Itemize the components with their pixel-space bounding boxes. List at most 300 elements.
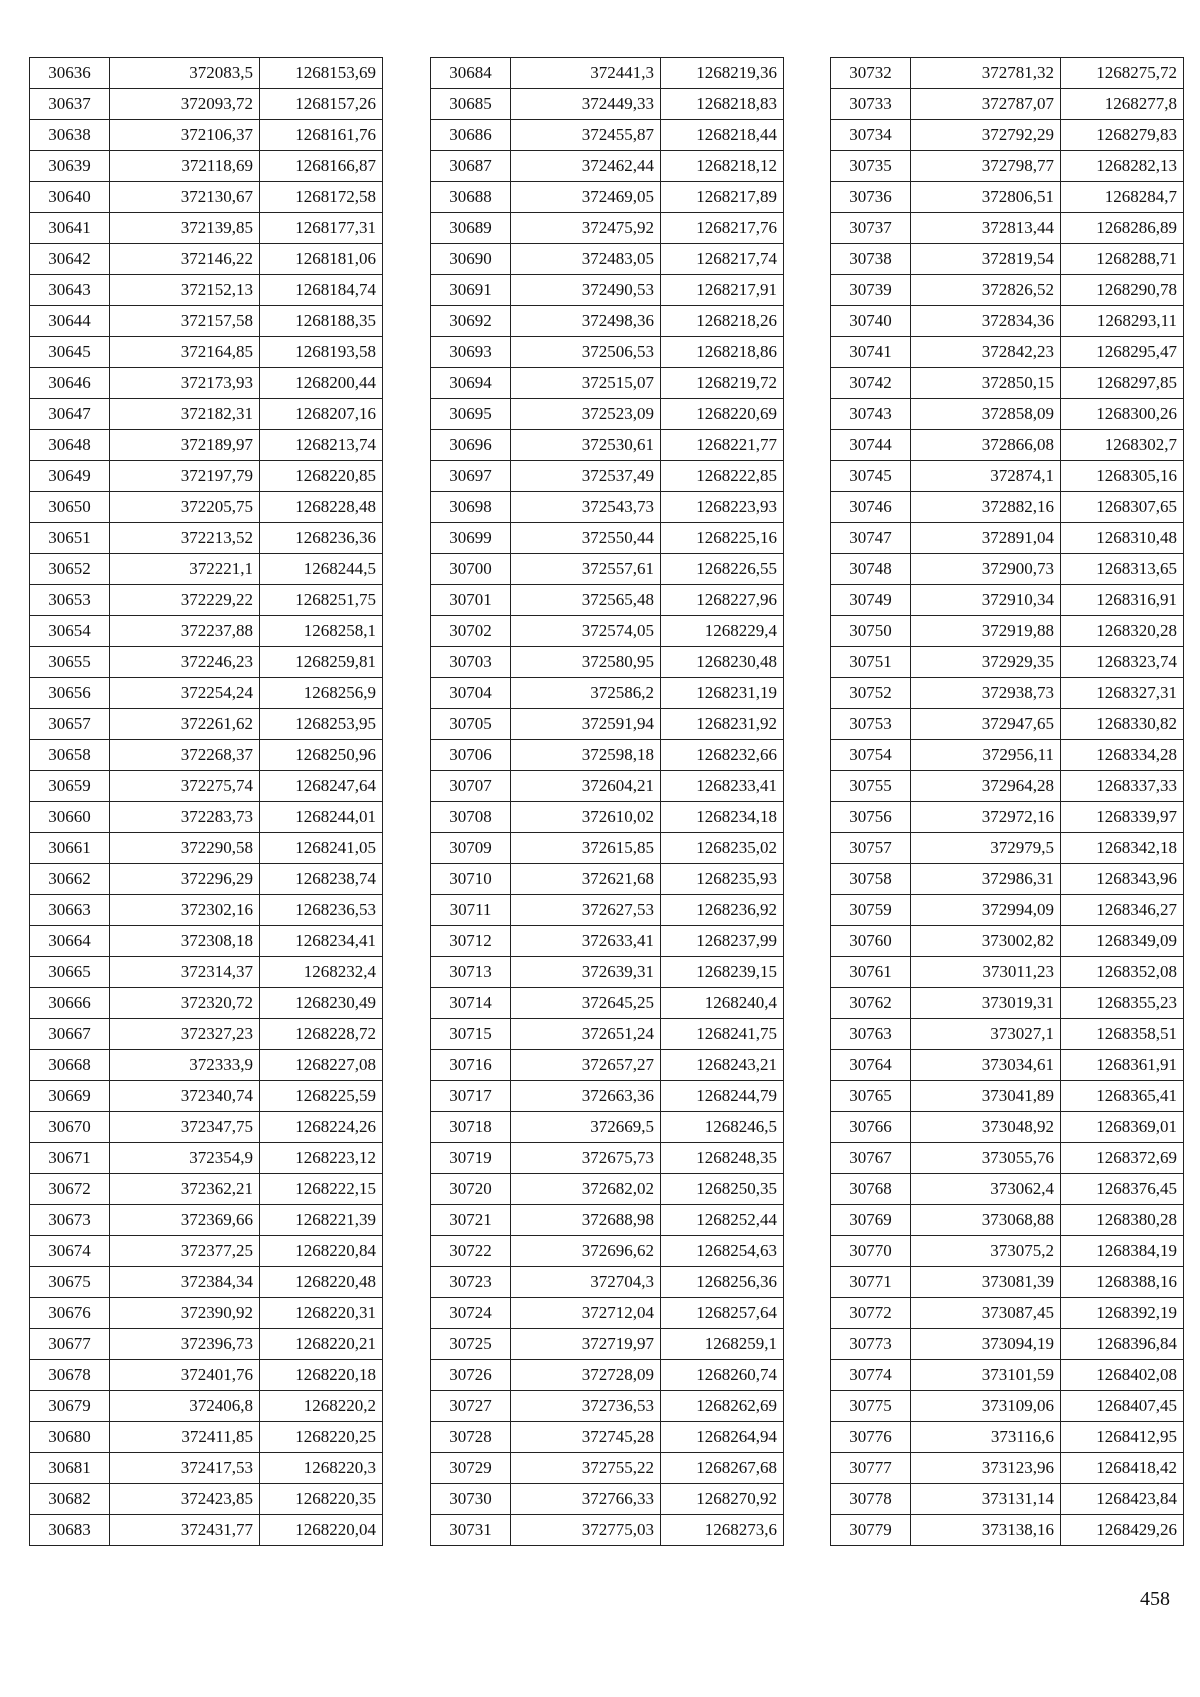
point-number-cell: 30638 — [30, 120, 110, 151]
table-row — [831, 1019, 1184, 1050]
y-coordinate-cell: 1268227,08 — [260, 1050, 383, 1081]
point-number-cell: 30745 — [831, 461, 911, 492]
table-row — [431, 182, 784, 213]
x-coordinate-cell: 372704,3 — [511, 1267, 661, 1298]
x-coordinate-cell: 372106,37 — [110, 120, 260, 151]
table-row — [831, 1515, 1184, 1546]
table-row — [831, 1360, 1184, 1391]
x-coordinate-cell: 372118,69 — [110, 151, 260, 182]
point-number-cell: 30734 — [831, 120, 911, 151]
table-row — [30, 1112, 383, 1143]
x-coordinate-cell: 372164,85 — [110, 337, 260, 368]
x-coordinate-cell: 372819,54 — [911, 244, 1061, 275]
x-coordinate-cell: 372229,22 — [110, 585, 260, 616]
x-coordinate-cell: 372591,94 — [511, 709, 661, 740]
point-number-cell: 30717 — [431, 1081, 511, 1112]
x-coordinate-cell: 372093,72 — [110, 89, 260, 120]
point-number-cell: 30693 — [431, 337, 511, 368]
y-coordinate-cell: 1268380,28 — [1061, 1205, 1184, 1236]
x-coordinate-cell: 373048,92 — [911, 1112, 1061, 1143]
x-coordinate-cell: 373131,14 — [911, 1484, 1061, 1515]
table-row — [30, 430, 383, 461]
point-number-cell: 30756 — [831, 802, 911, 833]
point-number-cell: 30656 — [30, 678, 110, 709]
x-coordinate-cell: 372657,27 — [511, 1050, 661, 1081]
table-row — [431, 1484, 784, 1515]
y-coordinate-cell: 1268346,27 — [1061, 895, 1184, 926]
point-number-cell: 30688 — [431, 182, 511, 213]
point-number-cell: 30764 — [831, 1050, 911, 1081]
point-number-cell: 30733 — [831, 89, 911, 120]
x-coordinate-cell: 372362,21 — [110, 1174, 260, 1205]
y-coordinate-cell: 1268161,76 — [260, 120, 383, 151]
x-coordinate-cell: 372994,09 — [911, 895, 1061, 926]
x-coordinate-cell: 372396,73 — [110, 1329, 260, 1360]
table-row — [831, 1050, 1184, 1081]
point-number-cell: 30699 — [431, 523, 511, 554]
x-coordinate-cell: 372688,98 — [511, 1205, 661, 1236]
y-coordinate-cell: 1268343,96 — [1061, 864, 1184, 895]
table-row — [30, 1205, 383, 1236]
x-coordinate-cell: 372806,51 — [911, 182, 1061, 213]
x-coordinate-cell: 372411,85 — [110, 1422, 260, 1453]
point-number-cell: 30660 — [30, 802, 110, 833]
y-coordinate-cell: 1268220,3 — [260, 1453, 383, 1484]
table-row — [831, 1391, 1184, 1422]
x-coordinate-cell: 372377,25 — [110, 1236, 260, 1267]
table-row — [831, 306, 1184, 337]
point-number-cell: 30709 — [431, 833, 511, 864]
table-row — [431, 554, 784, 585]
point-number-cell: 30662 — [30, 864, 110, 895]
table-row — [831, 1205, 1184, 1236]
point-number-cell: 30744 — [831, 430, 911, 461]
y-coordinate-cell: 1268220,2 — [260, 1391, 383, 1422]
table-row — [431, 120, 784, 151]
table-row — [431, 709, 784, 740]
table-row — [30, 306, 383, 337]
y-coordinate-cell: 1268388,16 — [1061, 1267, 1184, 1298]
y-coordinate-cell: 1268218,44 — [661, 120, 784, 151]
x-coordinate-cell: 372515,07 — [511, 368, 661, 399]
table-row — [831, 1143, 1184, 1174]
table-row — [30, 1019, 383, 1050]
point-number-cell: 30732 — [831, 58, 911, 89]
point-number-cell: 30640 — [30, 182, 110, 213]
y-coordinate-cell: 1268302,7 — [1061, 430, 1184, 461]
page-number: 458 — [1140, 1588, 1170, 1610]
y-coordinate-cell: 1268228,48 — [260, 492, 383, 523]
y-coordinate-cell: 1268234,18 — [661, 802, 784, 833]
table-row — [431, 647, 784, 678]
y-coordinate-cell: 1268235,02 — [661, 833, 784, 864]
point-number-cell: 30696 — [431, 430, 511, 461]
y-coordinate-cell: 1268252,44 — [661, 1205, 784, 1236]
point-number-cell: 30695 — [431, 399, 511, 430]
x-coordinate-cell: 372296,29 — [110, 864, 260, 895]
y-coordinate-cell: 1268262,69 — [661, 1391, 784, 1422]
table-row — [431, 430, 784, 461]
table-row — [30, 1515, 383, 1546]
x-coordinate-cell: 372213,52 — [110, 523, 260, 554]
y-coordinate-cell: 1268236,36 — [260, 523, 383, 554]
y-coordinate-cell: 1268376,45 — [1061, 1174, 1184, 1205]
point-number-cell: 30730 — [431, 1484, 511, 1515]
point-number-cell: 30670 — [30, 1112, 110, 1143]
y-coordinate-cell: 1268248,35 — [661, 1143, 784, 1174]
table-row — [831, 89, 1184, 120]
x-coordinate-cell: 373068,88 — [911, 1205, 1061, 1236]
x-coordinate-cell: 372586,2 — [511, 678, 661, 709]
x-coordinate-cell: 372308,18 — [110, 926, 260, 957]
y-coordinate-cell: 1268361,91 — [1061, 1050, 1184, 1081]
point-number-cell: 30652 — [30, 554, 110, 585]
point-number-cell: 30644 — [30, 306, 110, 337]
table-row — [831, 647, 1184, 678]
point-number-cell: 30777 — [831, 1453, 911, 1484]
y-coordinate-cell: 1268213,74 — [260, 430, 383, 461]
y-coordinate-cell: 1268231,92 — [661, 709, 784, 740]
y-coordinate-cell: 1268247,64 — [260, 771, 383, 802]
point-number-cell: 30740 — [831, 306, 911, 337]
x-coordinate-cell: 372290,58 — [110, 833, 260, 864]
table-row — [431, 1236, 784, 1267]
y-coordinate-cell: 1268277,8 — [1061, 89, 1184, 120]
x-coordinate-cell: 372483,05 — [511, 244, 661, 275]
table-row — [431, 1453, 784, 1484]
point-number-cell: 30654 — [30, 616, 110, 647]
x-coordinate-cell: 372157,58 — [110, 306, 260, 337]
point-number-cell: 30774 — [831, 1360, 911, 1391]
point-number-cell: 30746 — [831, 492, 911, 523]
point-number-cell: 30762 — [831, 988, 911, 1019]
table-row — [831, 957, 1184, 988]
point-number-cell: 30778 — [831, 1484, 911, 1515]
y-coordinate-cell: 1268220,84 — [260, 1236, 383, 1267]
table-row — [30, 771, 383, 802]
y-coordinate-cell: 1268254,63 — [661, 1236, 784, 1267]
y-coordinate-cell: 1268246,5 — [661, 1112, 784, 1143]
table-row — [30, 709, 383, 740]
y-coordinate-cell: 1268228,72 — [260, 1019, 383, 1050]
y-coordinate-cell: 1268256,36 — [661, 1267, 784, 1298]
x-coordinate-cell: 372850,15 — [911, 368, 1061, 399]
table-row — [831, 1484, 1184, 1515]
point-number-cell: 30673 — [30, 1205, 110, 1236]
x-coordinate-cell: 372130,67 — [110, 182, 260, 213]
x-coordinate-cell: 372639,31 — [511, 957, 661, 988]
point-number-cell: 30666 — [30, 988, 110, 1019]
point-number-cell: 30722 — [431, 1236, 511, 1267]
y-coordinate-cell: 1268220,31 — [260, 1298, 383, 1329]
x-coordinate-cell: 372268,37 — [110, 740, 260, 771]
point-number-cell: 30678 — [30, 1360, 110, 1391]
point-number-cell: 30687 — [431, 151, 511, 182]
table-row — [831, 58, 1184, 89]
x-coordinate-cell: 373081,39 — [911, 1267, 1061, 1298]
x-coordinate-cell: 372523,09 — [511, 399, 661, 430]
x-coordinate-cell: 372964,28 — [911, 771, 1061, 802]
x-coordinate-cell: 373027,1 — [911, 1019, 1061, 1050]
table-row — [431, 399, 784, 430]
x-coordinate-cell: 372455,87 — [511, 120, 661, 151]
table-row — [831, 1453, 1184, 1484]
x-coordinate-cell: 372469,05 — [511, 182, 661, 213]
table-row — [30, 926, 383, 957]
y-coordinate-cell: 1268220,85 — [260, 461, 383, 492]
y-coordinate-cell: 1268279,83 — [1061, 120, 1184, 151]
table-row — [431, 616, 784, 647]
x-coordinate-cell: 372826,52 — [911, 275, 1061, 306]
y-coordinate-cell: 1268253,95 — [260, 709, 383, 740]
y-coordinate-cell: 1268166,87 — [260, 151, 383, 182]
y-coordinate-cell: 1268217,91 — [661, 275, 784, 306]
x-coordinate-cell: 372696,62 — [511, 1236, 661, 1267]
x-coordinate-cell: 373041,89 — [911, 1081, 1061, 1112]
table-row — [30, 151, 383, 182]
table-row — [831, 771, 1184, 802]
x-coordinate-cell: 372205,75 — [110, 492, 260, 523]
y-coordinate-cell: 1268238,74 — [260, 864, 383, 895]
y-coordinate-cell: 1268241,05 — [260, 833, 383, 864]
point-number-cell: 30736 — [831, 182, 911, 213]
y-coordinate-cell: 1268218,12 — [661, 151, 784, 182]
table-row — [30, 523, 383, 554]
table-row — [30, 585, 383, 616]
y-coordinate-cell: 1268220,69 — [661, 399, 784, 430]
point-number-cell: 30645 — [30, 337, 110, 368]
table-row — [431, 1515, 784, 1546]
table-row — [431, 895, 784, 926]
table-row — [431, 368, 784, 399]
table-row — [831, 895, 1184, 926]
y-coordinate-cell: 1268402,08 — [1061, 1360, 1184, 1391]
x-coordinate-cell: 373002,82 — [911, 926, 1061, 957]
y-coordinate-cell: 1268220,18 — [260, 1360, 383, 1391]
table-row — [831, 368, 1184, 399]
table-row — [831, 1298, 1184, 1329]
x-coordinate-cell: 372986,31 — [911, 864, 1061, 895]
x-coordinate-cell: 372254,24 — [110, 678, 260, 709]
x-coordinate-cell: 372633,41 — [511, 926, 661, 957]
point-number-cell: 30677 — [30, 1329, 110, 1360]
y-coordinate-cell: 1268217,74 — [661, 244, 784, 275]
x-coordinate-cell: 373101,59 — [911, 1360, 1061, 1391]
y-coordinate-cell: 1268257,64 — [661, 1298, 784, 1329]
point-number-cell: 30712 — [431, 926, 511, 957]
table-row — [30, 337, 383, 368]
table-row — [431, 957, 784, 988]
point-number-cell: 30665 — [30, 957, 110, 988]
table-row — [431, 1391, 784, 1422]
point-number-cell: 30657 — [30, 709, 110, 740]
y-coordinate-cell: 1268407,45 — [1061, 1391, 1184, 1422]
table-row — [831, 1112, 1184, 1143]
y-coordinate-cell: 1268300,26 — [1061, 399, 1184, 430]
x-coordinate-cell: 372719,97 — [511, 1329, 661, 1360]
point-number-cell: 30735 — [831, 151, 911, 182]
y-coordinate-cell: 1268220,48 — [260, 1267, 383, 1298]
table-row — [431, 740, 784, 771]
x-coordinate-cell: 372340,74 — [110, 1081, 260, 1112]
table-row — [30, 1050, 383, 1081]
table-row — [30, 616, 383, 647]
y-coordinate-cell: 1268286,89 — [1061, 213, 1184, 244]
point-number-cell: 30729 — [431, 1453, 511, 1484]
y-coordinate-cell: 1268225,59 — [260, 1081, 383, 1112]
point-number-cell: 30681 — [30, 1453, 110, 1484]
point-number-cell: 30761 — [831, 957, 911, 988]
table-row — [30, 647, 383, 678]
y-coordinate-cell: 1268188,35 — [260, 306, 383, 337]
point-number-cell: 30748 — [831, 554, 911, 585]
y-coordinate-cell: 1268384,19 — [1061, 1236, 1184, 1267]
table-row — [30, 89, 383, 120]
x-coordinate-cell: 372221,1 — [110, 554, 260, 585]
point-number-cell: 30711 — [431, 895, 511, 926]
point-number-cell: 30686 — [431, 120, 511, 151]
table-row — [831, 244, 1184, 275]
point-number-cell: 30653 — [30, 585, 110, 616]
x-coordinate-cell: 373116,6 — [911, 1422, 1061, 1453]
table-row — [30, 244, 383, 275]
point-number-cell: 30766 — [831, 1112, 911, 1143]
y-coordinate-cell: 1268273,6 — [661, 1515, 784, 1546]
y-coordinate-cell: 1268223,12 — [260, 1143, 383, 1174]
x-coordinate-cell: 372755,22 — [511, 1453, 661, 1484]
table-row — [431, 213, 784, 244]
table-row — [431, 1019, 784, 1050]
x-coordinate-cell: 372604,21 — [511, 771, 661, 802]
point-number-cell: 30639 — [30, 151, 110, 182]
x-coordinate-cell: 372498,36 — [511, 306, 661, 337]
x-coordinate-cell: 372929,35 — [911, 647, 1061, 678]
table-row — [30, 1391, 383, 1422]
x-coordinate-cell: 372182,31 — [110, 399, 260, 430]
y-coordinate-cell: 1268172,58 — [260, 182, 383, 213]
y-coordinate-cell: 1268251,75 — [260, 585, 383, 616]
x-coordinate-cell: 372431,77 — [110, 1515, 260, 1546]
x-coordinate-cell: 372189,97 — [110, 430, 260, 461]
table-row — [30, 895, 383, 926]
x-coordinate-cell: 372938,73 — [911, 678, 1061, 709]
y-coordinate-cell: 1268240,4 — [661, 988, 784, 1019]
point-number-cell: 30747 — [831, 523, 911, 554]
table-row — [831, 182, 1184, 213]
point-number-cell: 30739 — [831, 275, 911, 306]
y-coordinate-cell: 1268288,71 — [1061, 244, 1184, 275]
x-coordinate-cell: 372302,16 — [110, 895, 260, 926]
point-number-cell: 30679 — [30, 1391, 110, 1422]
point-number-cell: 30702 — [431, 616, 511, 647]
x-coordinate-cell: 372813,44 — [911, 213, 1061, 244]
table-row — [30, 864, 383, 895]
y-coordinate-cell: 1268259,1 — [661, 1329, 784, 1360]
point-number-cell: 30636 — [30, 58, 110, 89]
table-row — [431, 461, 784, 492]
y-coordinate-cell: 1268423,84 — [1061, 1484, 1184, 1515]
table-row — [30, 988, 383, 1019]
point-number-cell: 30737 — [831, 213, 911, 244]
coordinate-table-3 — [830, 57, 1184, 1546]
x-coordinate-cell: 372565,48 — [511, 585, 661, 616]
table-row — [30, 1484, 383, 1515]
y-coordinate-cell: 1268181,06 — [260, 244, 383, 275]
x-coordinate-cell: 372775,03 — [511, 1515, 661, 1546]
y-coordinate-cell: 1268358,51 — [1061, 1019, 1184, 1050]
point-number-cell: 30694 — [431, 368, 511, 399]
point-number-cell: 30649 — [30, 461, 110, 492]
x-coordinate-cell: 372152,13 — [110, 275, 260, 306]
table-row — [431, 244, 784, 275]
table-row — [30, 1422, 383, 1453]
y-coordinate-cell: 1268219,72 — [661, 368, 784, 399]
y-coordinate-cell: 1268270,92 — [661, 1484, 784, 1515]
x-coordinate-cell: 373011,23 — [911, 957, 1061, 988]
point-number-cell: 30770 — [831, 1236, 911, 1267]
point-number-cell: 30642 — [30, 244, 110, 275]
point-number-cell: 30705 — [431, 709, 511, 740]
table-row — [431, 926, 784, 957]
x-coordinate-cell: 373138,16 — [911, 1515, 1061, 1546]
y-coordinate-cell: 1268327,31 — [1061, 678, 1184, 709]
table-row — [30, 275, 383, 306]
x-coordinate-cell: 372610,02 — [511, 802, 661, 833]
x-coordinate-cell: 373123,96 — [911, 1453, 1061, 1484]
x-coordinate-cell: 372417,53 — [110, 1453, 260, 1484]
table-row — [30, 802, 383, 833]
x-coordinate-cell: 372766,33 — [511, 1484, 661, 1515]
y-coordinate-cell: 1268207,16 — [260, 399, 383, 430]
x-coordinate-cell: 372327,23 — [110, 1019, 260, 1050]
point-number-cell: 30674 — [30, 1236, 110, 1267]
table-row — [431, 306, 784, 337]
point-number-cell: 30738 — [831, 244, 911, 275]
x-coordinate-cell: 372736,53 — [511, 1391, 661, 1422]
point-number-cell: 30685 — [431, 89, 511, 120]
y-coordinate-cell: 1268352,08 — [1061, 957, 1184, 988]
x-coordinate-cell: 372384,34 — [110, 1267, 260, 1298]
y-coordinate-cell: 1268372,69 — [1061, 1143, 1184, 1174]
y-coordinate-cell: 1268244,79 — [661, 1081, 784, 1112]
y-coordinate-cell: 1268365,41 — [1061, 1081, 1184, 1112]
table-row — [831, 1236, 1184, 1267]
table-row — [431, 337, 784, 368]
y-coordinate-cell: 1268153,69 — [260, 58, 383, 89]
x-coordinate-cell: 372669,5 — [511, 1112, 661, 1143]
table-row — [831, 740, 1184, 771]
y-coordinate-cell: 1268239,15 — [661, 957, 784, 988]
x-coordinate-cell: 372543,73 — [511, 492, 661, 523]
y-coordinate-cell: 1268223,93 — [661, 492, 784, 523]
point-number-cell: 30668 — [30, 1050, 110, 1081]
x-coordinate-cell: 372858,09 — [911, 399, 1061, 430]
point-number-cell: 30753 — [831, 709, 911, 740]
table-row — [431, 151, 784, 182]
x-coordinate-cell: 372462,44 — [511, 151, 661, 182]
y-coordinate-cell: 1268244,01 — [260, 802, 383, 833]
point-number-cell: 30767 — [831, 1143, 911, 1174]
point-number-cell: 30714 — [431, 988, 511, 1019]
x-coordinate-cell: 372615,85 — [511, 833, 661, 864]
x-coordinate-cell: 372919,88 — [911, 616, 1061, 647]
x-coordinate-cell: 372173,93 — [110, 368, 260, 399]
point-number-cell: 30720 — [431, 1174, 511, 1205]
point-number-cell: 30771 — [831, 1267, 911, 1298]
table-row — [30, 58, 383, 89]
point-number-cell: 30719 — [431, 1143, 511, 1174]
y-coordinate-cell: 1268222,15 — [260, 1174, 383, 1205]
